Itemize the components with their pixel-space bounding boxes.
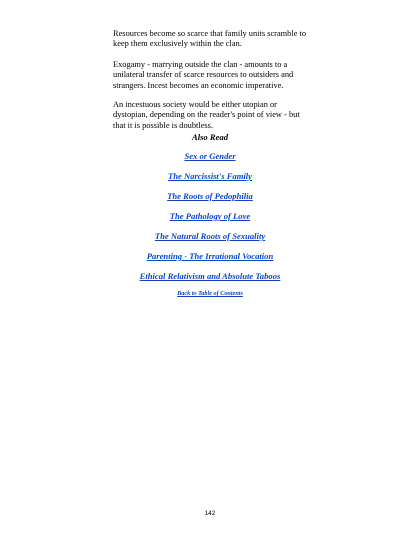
link-narcissists-family[interactable]: The Narcissist's Family <box>167 171 253 181</box>
also-read-heading: Also Read <box>191 132 229 142</box>
link-pathology-of-love[interactable]: The Pathology of Love <box>169 211 251 221</box>
page-number: 142 <box>204 510 216 517</box>
link-ethical-relativism-absolute-taboos[interactable]: Ethical Relativism and Absolute Taboos <box>139 271 281 281</box>
link-sex-or-gender[interactable]: Sex or Gender <box>184 151 236 161</box>
back-to-table-of-contents-link[interactable]: Back to Table of Contents <box>177 290 243 297</box>
paragraph-resources: Resources become so scarce that family units scramble to keep them exclusively within the clan. <box>113 29 307 49</box>
link-natural-roots-of-sexuality[interactable]: The Natural Roots of Sexuality <box>154 231 266 241</box>
link-parenting-irrational-vocation[interactable]: Parenting - The Irrational Vocation <box>146 251 274 261</box>
paragraph-incestuous-society: An incestuous society would be either utopian or dystopian, depending on the reader's point of view - but that it is possible is doubtless. <box>113 100 300 130</box>
paragraph-exogamy: Exogamy - marrying outside the clan - amounts to a unilateral transfer of scarce resources to outsiders and strangers. Incest becomes an economic imperative. <box>113 60 294 90</box>
link-roots-of-pedophilia[interactable]: The Roots of Pedophilia <box>167 191 253 201</box>
